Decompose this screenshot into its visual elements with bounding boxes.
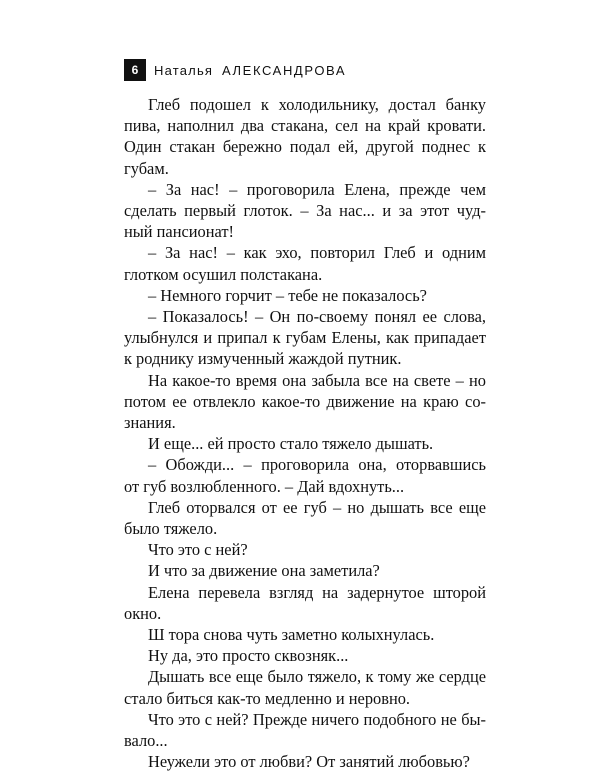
text-line: – Немного горчит – тебе не показалось?	[148, 285, 427, 305]
text-line: Глеб оторвался от ее губ – но дышать все еще	[148, 497, 486, 517]
text-line: На какое-то время она забыла все на свете – но	[148, 370, 486, 390]
running-head	[154, 63, 346, 78]
text-line: Дышать все еще было тяжело, к тому же сердце	[148, 667, 486, 687]
text-line: от губ возлюбленного. – Дай вдохнуть...	[124, 476, 405, 496]
text-line: И что за движение она заметила?	[148, 561, 380, 581]
text-line: знания.	[124, 413, 176, 433]
text-line: вало...	[124, 731, 168, 751]
text-line: было тяжело.	[124, 519, 218, 539]
text-line: ный пансионат!	[124, 222, 234, 242]
text-line: улыбнулся и припал к губам Елены, как припадает	[124, 328, 486, 348]
text-line: потом ее отвлекло какое-то движение на краю со-	[124, 391, 486, 411]
text-line: стало биться как-то медленно и неровно.	[124, 688, 411, 708]
text-line: – Показалось! – Он по-своему понял ее слова,	[148, 307, 486, 327]
text-line: Что это с ней?	[148, 540, 248, 560]
page-header	[124, 59, 346, 81]
text-line: сделать первый глоток. – За нас... и за этот чуд-	[124, 201, 486, 221]
text-line: к роднику измученный жаждой путник.	[124, 349, 402, 369]
page-number: 6	[124, 59, 146, 81]
text-line: – За нас! – как эхо, повторил Глеб и одним	[148, 243, 486, 263]
body-text	[124, 94, 486, 773]
text-line: Елена перевела взгляд на задернутое шторой	[148, 582, 486, 602]
author-first-name: Наталья	[154, 62, 214, 78]
text-line: губам.	[124, 158, 169, 178]
text-line: Что это с ней? Прежде ничего подобного не бы-	[148, 709, 486, 729]
text-line: пива, наполнил два стакана, сел на край кровати.	[124, 116, 486, 136]
text-line: – За нас! – проговорила Елена, прежде чем	[148, 179, 486, 199]
author-last-name: АЛЕКСАНДРОВА	[221, 62, 347, 78]
text-line: Неужели это от любви? От занятий любовью?	[148, 752, 470, 772]
text-line: Ну да, это просто сквозняк...	[148, 646, 349, 666]
text-line: Ш тора снова чуть заметно колыхнулась.	[148, 625, 435, 645]
text-line: Глеб подошел к холодильнику, достал банку	[148, 95, 486, 114]
text-line: Один стакан бережно подал ей, другой поднес к	[124, 137, 486, 157]
text-line: окно.	[124, 603, 162, 623]
text-line: И еще... ей просто стало тяжело дышать.	[148, 434, 434, 454]
text-line: – Обожди... – проговорила она, оторвавшись	[148, 455, 486, 475]
text-line: глотком осушил полстакана.	[124, 264, 323, 284]
